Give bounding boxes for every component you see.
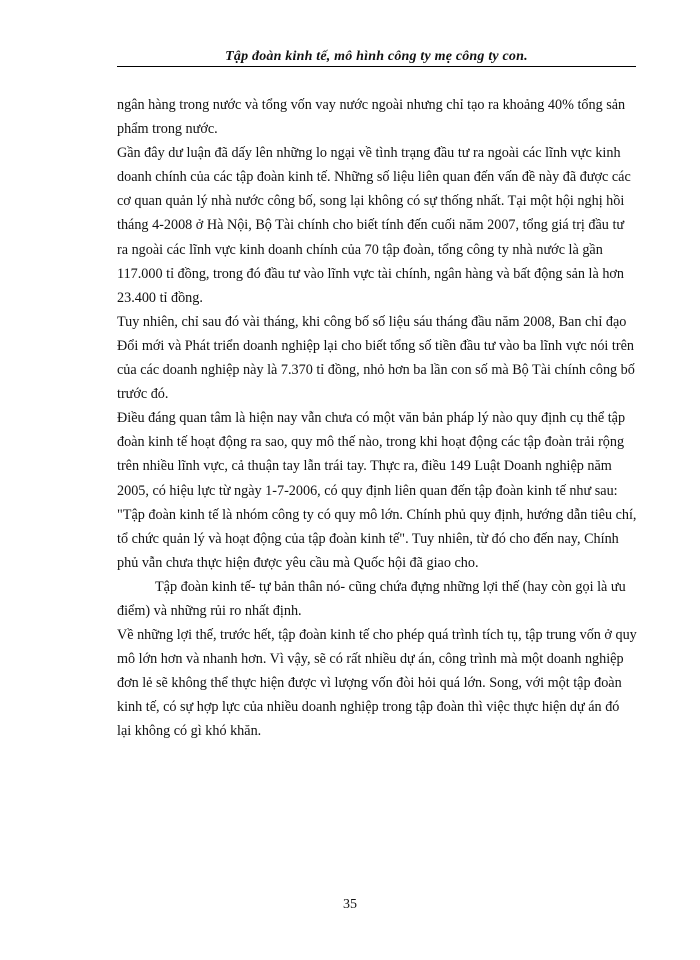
paragraph-capital-advantages: Về những lợi thế, trước hết, tập đoàn kinh tế cho phép quá trình tích tụ, tập trung vốn ở quy mô lớn hơn và nhanh hơn. Vì vậy, sẽ có rất nhiều dự án, công trình mà một doanh nghiệp đơn lẻ sẽ không thể thực hiện được vì lượng vốn đòi hỏi quá lớn. Song, với một tập đoàn kinh tế, có sự hợp lực của nhiều doanh nghiệp trong tập đoàn thì việc thực hiện dự án đó lại không có gì khó khăn. xyxy=(117,627,637,740)
paragraph-legal-framework: Điều đáng quan tâm là hiện nay vẫn chưa có một văn bản pháp lý nào quy định cụ thể tập đoàn kinh tế hoạt động ra sao, quy mô thế nào, trong khi hoạt động các tập đoàn trải rộng trên nhiều lĩnh vực, cả thuận tay lẫn trái tay. Thực ra, điều 149 Luật Doanh nghiệp năm 2005, có hiệu lực từ ngày 1-7-2006, có quy định liên quan đến tập đoàn kinh tế như sau: "Tập đoàn kinh tế là nhóm công ty có quy mô lớn. Chính phủ quy định, hướng dẫn tiêu chí, tổ chức quản lý và hoạt động của tập đoàn kinh tế". Tuy nhiên, từ đó cho đến nay, Chính phủ vẫn chưa thực hiện được yêu cầu mà Quốc hội đã giao cho. xyxy=(117,410,637,571)
page-number: 35 xyxy=(343,897,357,912)
paragraph-investment-concerns: Gần đây dư luận đã dấy lên những lo ngại về tình trạng đầu tư ra ngoài các lĩnh vực kinh doanh chính của các tập đoàn kinh tế. Những số liệu liên quan đến vấn đề này đã được các cơ quan quản lý nhà nước công bố, song lại không có sự thống nhất. Tại một hội nghị hồi tháng 4-2008 ở Hà Nội, Bộ Tài chính cho biết tính đến cuối năm 2007, tổng giá trị đầu tư ra ngoài các lĩnh vực kinh doanh chính của 70 tập đoàn, tổng công ty nhà nước là gần 117.000 tỉ đồng, trong đó đầu tư vào lĩnh vực tài chính, ngân hàng và bất động sản là hơn 23.400 tỉ đồng. xyxy=(117,145,631,306)
body-text xyxy=(117,93,637,744)
paragraph-steering-committee-figures: Tuy nhiên, chỉ sau đó vài tháng, khi công bố số liệu sáu tháng đầu năm 2008, Ban chỉ đạo Đổi mới và Phát triển doanh nghiệp lại cho biết tổng số tiền đầu tư vào ba lĩnh vực nói trên của các doanh nghiệp này là 7.370 tỉ đồng, nhỏ hơn ba lần con số mà Bộ Tài chính công bố trước đó. xyxy=(117,313,635,403)
paragraph-continuation: ngân hàng trong nước và tổng vốn vay nước ngoài nhưng chỉ tạo ra khoảng 40% tổng sản phẩm trong nước. xyxy=(117,97,626,138)
page-header: Tập đoàn kinh tế, mô hình công ty mẹ công ty con. xyxy=(117,48,636,67)
paragraph-advantages-risks: Tập đoàn kinh tế- tự bản thân nó- cũng chứa đựng những lợi thế (hay còn gọi là ưu điểm) và những rủi ro nhất định. xyxy=(117,578,626,619)
